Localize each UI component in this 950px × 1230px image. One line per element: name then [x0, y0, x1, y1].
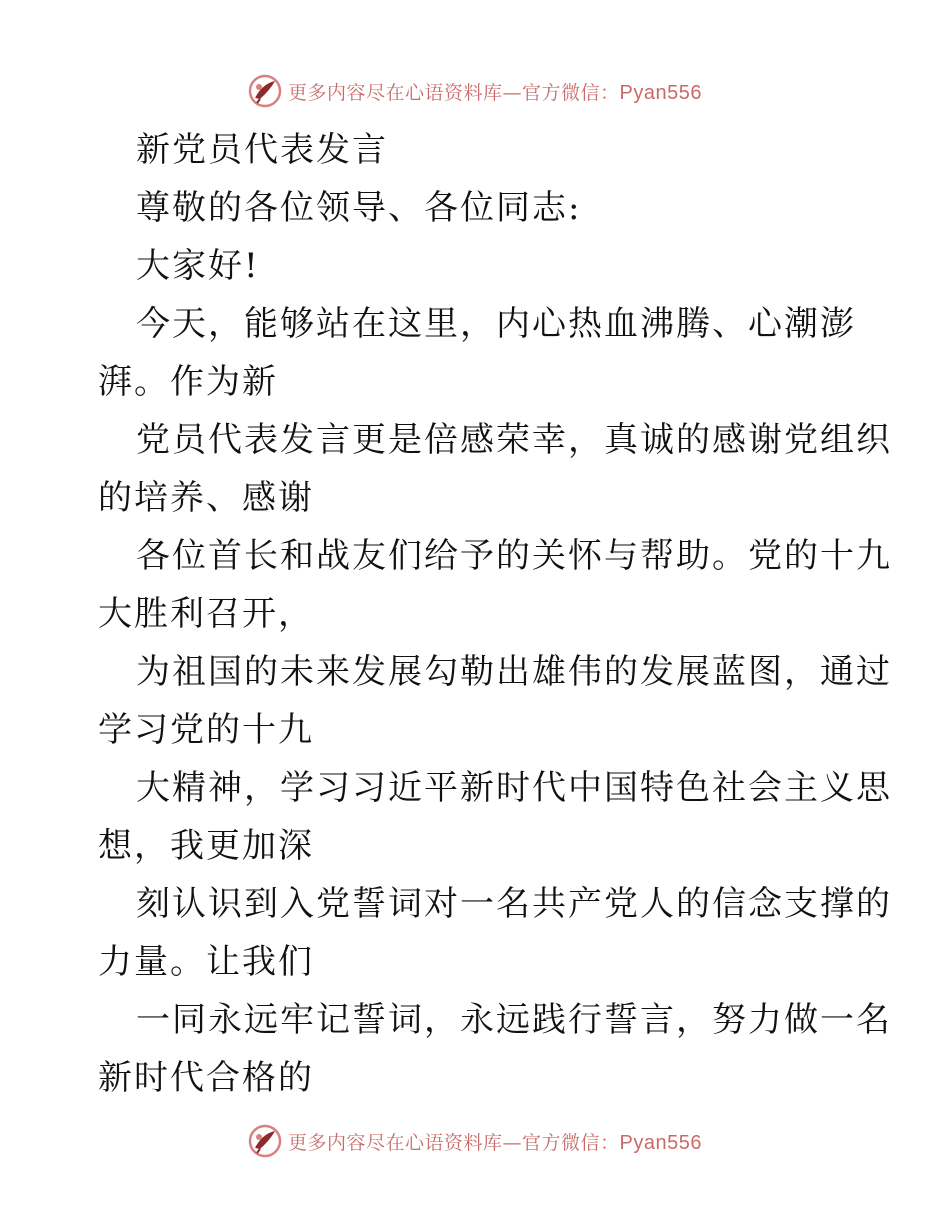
header-separator: — — [502, 81, 523, 104]
footer-wechat-label: 官方微信： — [522, 1131, 620, 1154]
header-wechat-label: 官方微信： — [522, 81, 620, 104]
salutation: 尊敬的各位领导、各位同志: — [136, 188, 582, 228]
header-wechat-id: Pyan556 — [619, 81, 702, 104]
footer-banner — [0, 1121, 950, 1161]
paragraph-line: 湃。作为新 — [98, 362, 278, 402]
paragraph-line: 为祖国的未来发展勾勒出雄伟的发展蓝图，通过 — [136, 652, 892, 692]
header-brand: 更多内容尽在心语资料库 — [288, 81, 503, 104]
footer-wechat-id: Pyan556 — [619, 1131, 702, 1154]
quill-logo-icon — [248, 1124, 282, 1158]
greeting: 大家好! — [136, 246, 260, 286]
paragraph-line: 的培养、感谢 — [98, 478, 314, 518]
footer-separator: — — [502, 1131, 523, 1154]
footer-banner-text — [288, 1128, 702, 1155]
paragraph-line: 各位首长和战友们给予的关怀与帮助。党的十九 — [136, 536, 892, 576]
document-body — [98, 121, 892, 1107]
paragraph-line: 一同永远牢记誓词，永远践行誓言，努力做一名 — [136, 1000, 892, 1040]
paragraph-line: 大精神，学习习近平新时代中国特色社会主义思 — [136, 768, 892, 808]
paragraph-line: 学习党的十九 — [98, 710, 314, 750]
paragraph-line: 党员代表发言更是倍感荣幸，真诚的感谢党组织 — [136, 420, 892, 460]
document-title: 新党员代表发言 — [136, 130, 388, 170]
footer-brand: 更多内容尽在心语资料库 — [288, 1131, 503, 1154]
paragraph-line: 刻认识到入党誓词对一名共产党人的信念支撑的 — [136, 884, 892, 924]
paragraph-line: 力量。让我们 — [98, 942, 314, 982]
header-banner — [0, 71, 950, 111]
paragraph-line: 大胜利召开， — [98, 594, 314, 634]
paragraph-line: 今天，能够站在这里，内心热血沸腾、心潮澎 — [136, 304, 856, 344]
paragraph-line: 新时代合格的 — [98, 1058, 314, 1098]
quill-logo-icon — [248, 74, 282, 108]
header-banner-text — [288, 78, 702, 105]
paragraph-line: 想，我更加深 — [98, 826, 314, 866]
